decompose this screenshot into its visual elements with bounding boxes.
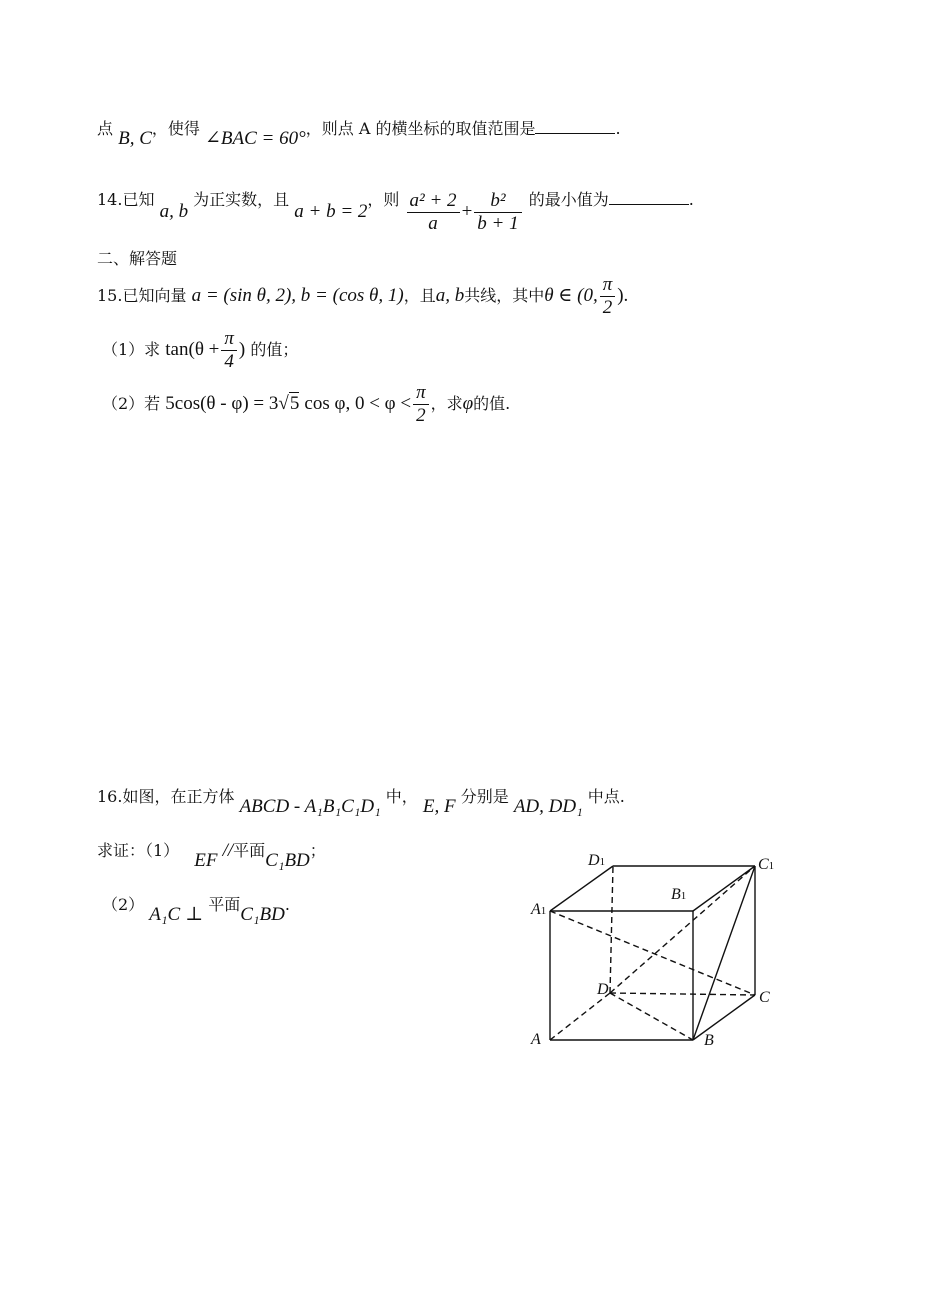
- q14-frac1-denominator: a: [428, 213, 438, 234]
- q16-cube: ABCD - A₁B₁C₁D₁: [239, 796, 381, 817]
- q15-number: 15.: [97, 286, 123, 305]
- q16-line: [97, 784, 625, 817]
- q15-part2-expr-a: 5cos(θ - φ) = 3: [165, 393, 279, 414]
- q15-domain-fraction: [600, 274, 616, 319]
- q15-part2-two: 2: [416, 405, 426, 426]
- edge-d-d1: [610, 866, 613, 993]
- q15-part2-fraction: [413, 382, 429, 427]
- q15-part2-pi: π: [413, 382, 429, 405]
- q16-proof-2: [102, 892, 290, 925]
- q15-part2-end: 的值.: [473, 394, 511, 413]
- label-c: C: [759, 989, 770, 1006]
- q15-part1: [102, 328, 298, 373]
- q15-text-a: 已知向量: [122, 286, 187, 305]
- q14-text-d: 的最小值为: [528, 190, 609, 209]
- q15-part1-pi: π: [221, 328, 237, 351]
- q16-proof2-label: （2）: [102, 895, 145, 914]
- edge-b-c1: [693, 866, 755, 1040]
- q16-ef: EF: [194, 850, 218, 871]
- q15-two: 2: [602, 297, 613, 318]
- q16-plane2-label: 平面: [208, 895, 241, 914]
- q16-number: 16.: [97, 787, 123, 806]
- q14-frac2-numerator: b²: [474, 190, 521, 213]
- q15-part1-expr-post: ): [238, 339, 246, 360]
- q15-part1-label: （1）求: [102, 340, 161, 359]
- q16-plane1-label: 平面: [233, 841, 266, 860]
- q13-text: ，则点 A 的横坐标的取值范围是: [305, 119, 536, 138]
- edge-b1-c1: [693, 866, 755, 911]
- label-a: A: [531, 1031, 541, 1048]
- q14-fraction-2: [474, 190, 521, 235]
- q15-text-b: ，且: [403, 286, 436, 305]
- q16-midpoints: AD, DD₁: [513, 796, 583, 817]
- q15-part1-fraction: [221, 328, 237, 373]
- edge-a1-d1: [550, 866, 613, 911]
- q14-frac2-denominator: b + 1: [477, 213, 519, 234]
- q15-part2-sqrt-value: 5: [289, 393, 300, 414]
- label-c1: C1: [758, 856, 775, 873]
- q15-part2: [102, 382, 510, 427]
- q14-end: .: [688, 190, 694, 209]
- q15-part2-text-c: ，求: [430, 394, 463, 413]
- q14-text-c: ，则: [367, 190, 400, 209]
- q14-condition: a + b = 2: [294, 201, 368, 222]
- q16-text-c: 分别是: [460, 787, 509, 806]
- section-heading: 二、解答题: [97, 249, 178, 268]
- q15-vars: a, b: [435, 285, 465, 306]
- label-d1: D1: [588, 852, 606, 869]
- label-a1: A1: [531, 901, 547, 918]
- q15-domain-post: ).: [617, 285, 629, 306]
- q14-plus: +: [461, 201, 473, 222]
- q14-text-b: 为正实数，且: [193, 190, 290, 209]
- q15-line: [97, 274, 628, 319]
- q14-frac1-numerator: a² + 2: [407, 190, 460, 213]
- q13-angle: ∠BAC = 60°: [205, 128, 306, 149]
- label-d: D: [597, 981, 609, 998]
- q16-proof1-end: ；: [309, 841, 326, 860]
- q16-proof-1: [97, 838, 326, 871]
- q15-part1-four: 4: [224, 351, 234, 372]
- q15-text-c: 共线，其中: [464, 286, 545, 305]
- q13-answer-blank[interactable]: [535, 133, 615, 134]
- q16-perp: ⊥: [185, 904, 204, 925]
- q16-proof-label: 求证：（1）: [97, 841, 180, 860]
- edge-b-c: [693, 995, 755, 1040]
- label-b: B: [704, 1032, 714, 1049]
- q16-plane2-name: C₁BD: [240, 904, 285, 925]
- q16-proof2-end: .: [284, 895, 290, 914]
- q16-text-a: 如图，在正方体: [122, 787, 235, 806]
- q15-vectors: a = (sin θ, 2), b = (cos θ, 1): [191, 285, 404, 306]
- q15-part1-end: 的值；: [250, 340, 299, 359]
- q15-domain-pre: θ ∈ (0,: [544, 285, 598, 306]
- label-b1: B1: [671, 886, 687, 903]
- q15-part1-expr-pre: tan(θ +: [165, 339, 220, 360]
- edge-d-c: [610, 993, 755, 995]
- q14-fraction-1: [407, 190, 460, 235]
- edge-a-d: [550, 993, 610, 1040]
- q13-line: [97, 116, 621, 149]
- diag-d-c1: [610, 866, 755, 993]
- diag-a1-c: [550, 911, 755, 995]
- q16-points: E, F: [422, 796, 456, 817]
- q16-text-b: 中，: [385, 787, 418, 806]
- q13-end: .: [615, 119, 621, 138]
- q14-line: [97, 178, 694, 234]
- q14-number: 14.: [97, 190, 123, 209]
- q15-pi: π: [600, 274, 616, 297]
- q15-part2-expr-b: cos φ, 0 < φ <: [304, 393, 412, 414]
- q15-part2-label: （2）若: [102, 394, 161, 413]
- q14-text-a: 已知: [122, 190, 155, 209]
- q13-mid: ，使得: [151, 119, 200, 138]
- q13-points: B, C: [118, 128, 152, 149]
- q15-part2-sqrt: √5: [278, 393, 300, 414]
- q16-a1c: A₁C: [149, 904, 181, 925]
- q16-parallel: //: [222, 840, 234, 861]
- q14-vars: a, b: [159, 201, 189, 222]
- q14-answer-blank[interactable]: [609, 204, 689, 205]
- q15-part2-var: φ: [462, 393, 474, 414]
- q16-text-d: 中点.: [587, 787, 625, 806]
- q16-plane1-name: C₁BD: [265, 850, 310, 871]
- q13-prefix: 点: [97, 119, 114, 138]
- diag-d-b: [610, 993, 693, 1040]
